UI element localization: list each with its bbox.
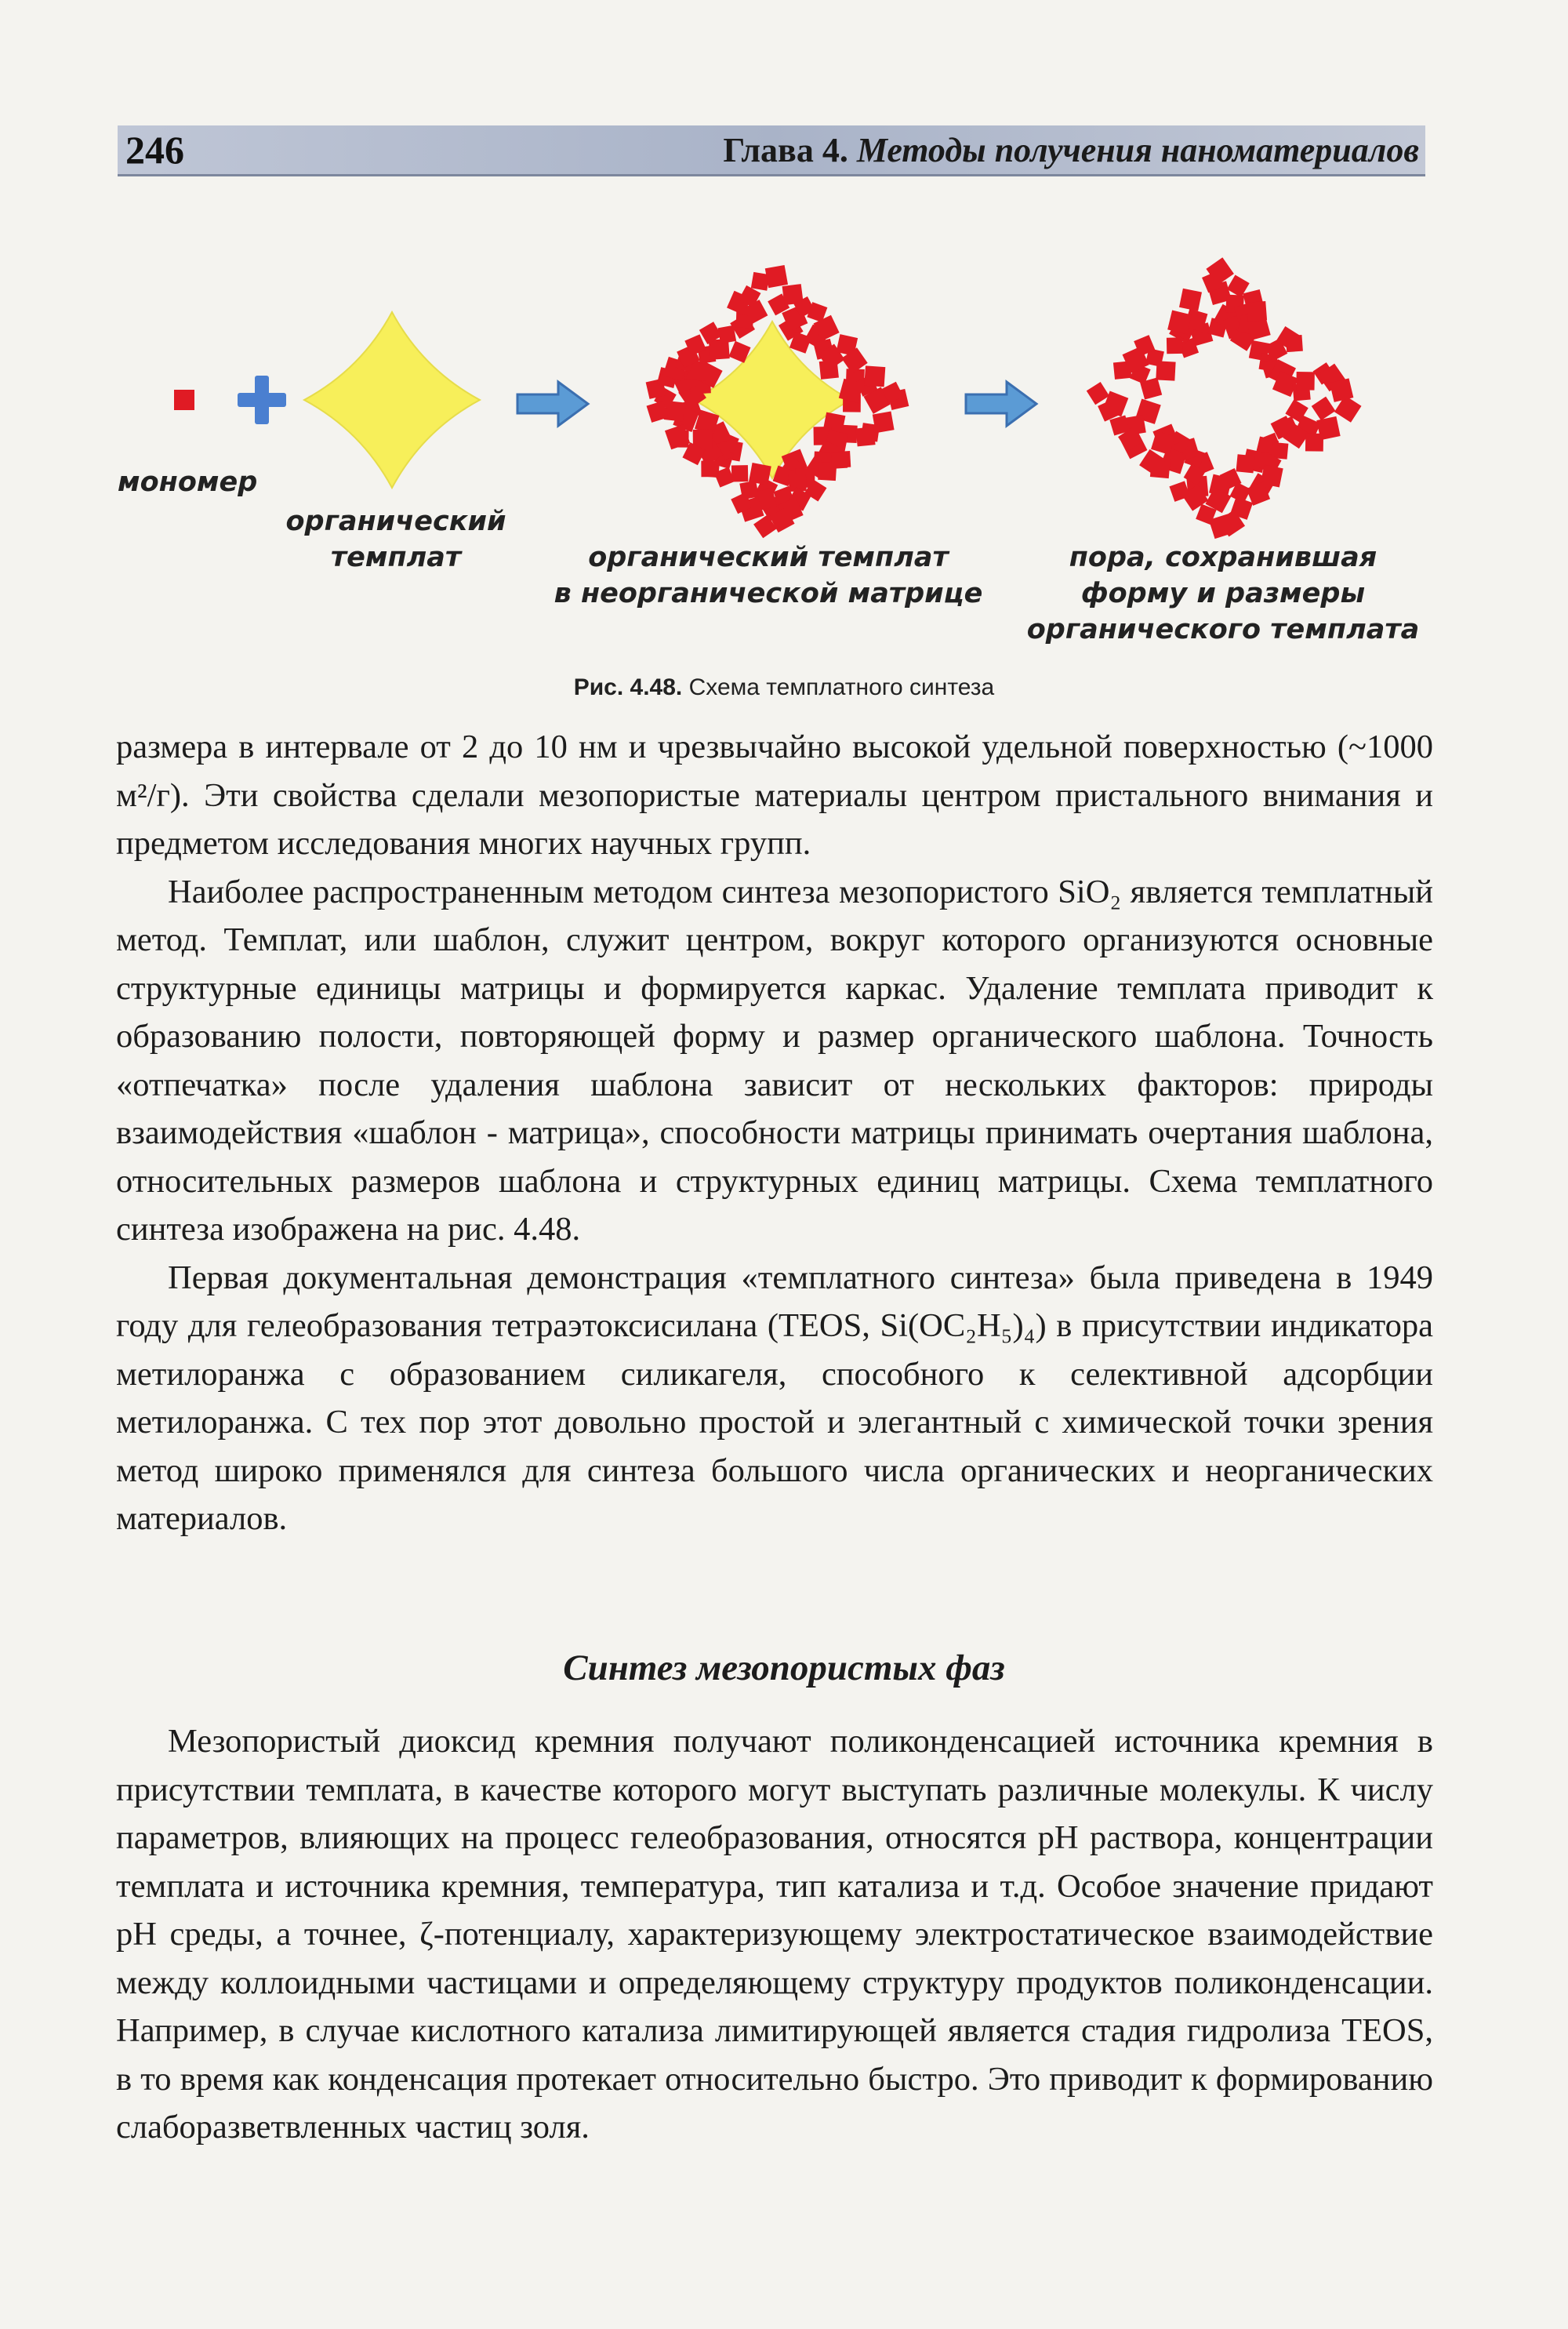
matrix-particle [1236, 454, 1254, 473]
label-line: пора, сохранившая [1069, 542, 1377, 573]
caption-text: Схема темплатного синтеза [688, 674, 995, 700]
paragraph: размера в интервале от 2 до 10 нм и чрезвычайно высокой удельной поверхностью (~1000 м²/г). Эти свойства сделали мезопористые материалы центром пристального внимания и предметом исследования многих научных групп. [116, 728, 1433, 862]
matrix-particle [818, 462, 837, 481]
matrix-particle [864, 365, 885, 387]
arrow-shape [517, 382, 588, 426]
chapter-prefix: Глава 4. [723, 131, 848, 169]
paragraph: Наиболее распространенным методом синтеза мезопористого SiO₂ является темплатный метод. Темплат, или шаблон, служит центром, вокруг которого организуются основные структурные единицы матрицы и формируется каркас. Удаление темплата приводит к образованию полости, повторяющей форму и размер органического шаблона. Точность «отпечатка» после удаления шаблона зависит от нескольких факторов: природы взаимодействия «шаблон - матрица», способности матрицы принимать очертания шаблона, относительных размеров шаблона и структурных единиц матрицы. Схема темплатного синтеза изображена на рис. 4.48. [116, 873, 1433, 1248]
matrix-particle [701, 461, 717, 478]
paragraph: Первая документальная демонстрация «темплатного синтеза» была приведена в 1949 году для гелеобразования тетраэтоксисилана (TEOS, Si(OC₂H₅)₄) в присутствии индикатора метилоранжа с образованием силикагеля, способного к селективной адсорбции метилоранжа. С тех пор этот довольно простой и элегантный с химической точки зрения метод широко применялся для синтеза большого числа органических и неорганических материалов. [116, 1259, 1433, 1537]
matrix-particle [765, 265, 788, 288]
running-head [723, 130, 1419, 170]
matrix-particle [1296, 372, 1315, 391]
right-arrow-icon [517, 382, 588, 426]
label-line: форму и размеры [1080, 578, 1366, 609]
matrix-particle [1286, 335, 1303, 352]
plus-bar [255, 376, 269, 424]
label-template-in-matrix [541, 540, 996, 612]
label-line: в неорганической матрице [554, 578, 983, 609]
matrix-particle [1247, 301, 1267, 322]
label-line: темплат [330, 542, 462, 573]
right-arrow-icon [966, 382, 1036, 426]
body-text-section [116, 1717, 1433, 2152]
label-line: органического темплата [1026, 614, 1420, 645]
matrix-particle [731, 465, 748, 481]
page-number: 246 [125, 128, 184, 172]
label-monomer: мономер [118, 467, 258, 498]
label-line: органический [285, 506, 506, 537]
pore-matrix-particles [1087, 257, 1362, 539]
label-pore [1004, 540, 1443, 648]
monomer-square [174, 390, 194, 410]
figure-caption [0, 674, 1568, 701]
caption-number: Рис. 4.48. [573, 674, 683, 700]
template-synthesis-figure [0, 227, 1568, 667]
monomer-square [174, 390, 194, 410]
matrix-particle [1305, 434, 1323, 452]
template-shape [304, 312, 480, 488]
organic-template-shape [304, 312, 480, 488]
section-title: Синтез мезопористых фаз [563, 1648, 1005, 1688]
body-text-top [116, 723, 1433, 1543]
paragraph: Мезопористый диоксид кремния получают поликонденсацией источника кремния в присутствии темплата, в качестве которого могут выступать различные молекулы. К числу параметров, влияющих на процесс гелеобразования, относятся pH раствора, концентрации темплата и источника кремния, температура, тип катализа и т.д. Особое значение придают pH среды, а точнее, ζ-потенциалу, характеризующему электростатическое взаимодействие между коллоидными частицами и определяющему структуру продуктов поликонденсации. Например, в случае кислотного катализа лимитирующей является стадия гидролиза TEOS, в то время как конденсация протекает относительно быстро. Это приводит к формированию слаборазветвленных частиц золя. [116, 1723, 1433, 2146]
plus-sign [238, 376, 286, 424]
chapter-title: Методы получения наноматериалов [856, 131, 1419, 169]
matrix-particle [855, 427, 875, 446]
label-line: органический темплат [588, 542, 949, 573]
label-organic-template [270, 503, 521, 576]
matrix-particle [1179, 289, 1202, 311]
arrow-shape [966, 382, 1036, 426]
matrix-particle [1312, 397, 1336, 421]
